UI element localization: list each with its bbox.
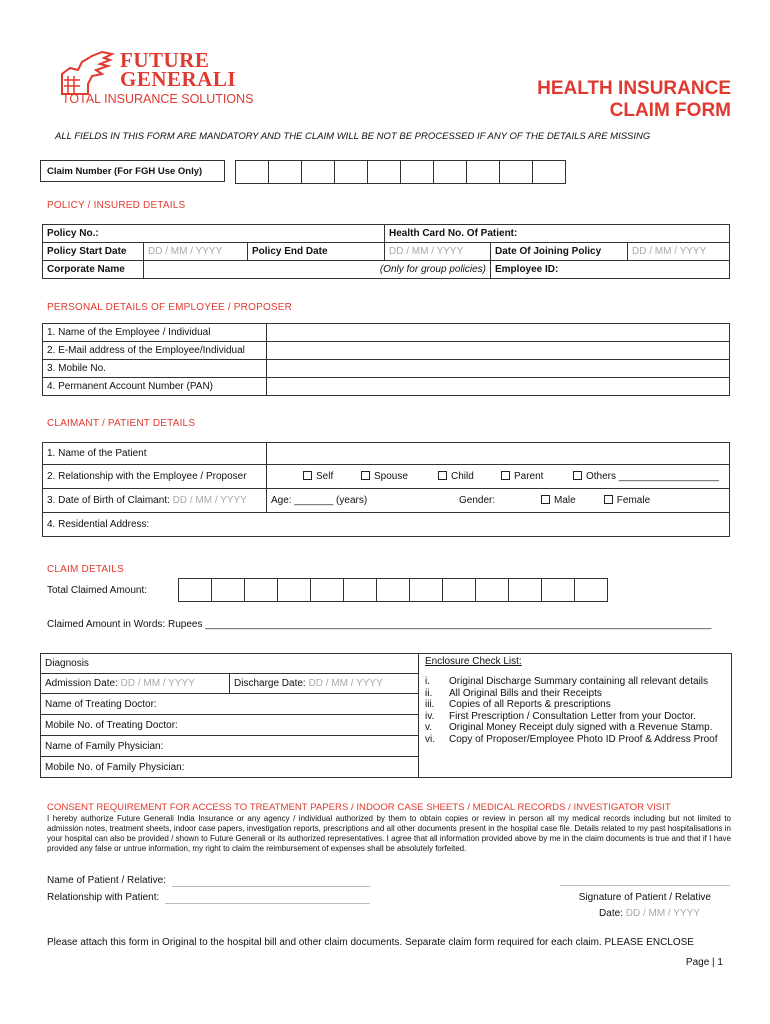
employee-mobile-input[interactable] [267,360,730,378]
consent-body: I hereby authorize Future Generali India Insurance or any agency / individual authorized by them to obtain copies or review in person all my medical records including but not limited to admission notes, treatment sheets, indoor case papers, investigation reports, prescriptions and all other documents present in the hospital case file. Details related to my past hospitalisations in your hospital can also be provided / shown to Future Generali or its authorized representatives. I agree that all information provided above by me in the claim documents is true and that if I have provided any false or untrue information, my right to claim the reimbursement of expenses shall be absolutely forfeited. [47,814,731,853]
diagnosis-label: Diagnosis [45,658,89,669]
relation-parent-option[interactable] [501,471,573,482]
enclosure-item [425,734,725,746]
admission-date-input[interactable]: DD / MM / YYYY [120,678,195,689]
signature-date-input[interactable]: DD / MM / YYYY [625,908,700,919]
employee-pan-label: 4. Permanent Account Number (PAN) [43,378,267,396]
relation-others-label: Others __________________ [586,471,719,482]
claim-section-title: CLAIM DETAILS [47,564,124,575]
enclosure-item [425,676,725,688]
employee-email-input[interactable] [267,342,730,360]
employee-pan-input[interactable] [267,378,730,396]
amount-digit-box[interactable] [244,578,277,602]
family-physician-mobile-field[interactable] [41,757,419,778]
treating-doctor-field[interactable] [41,694,419,715]
amount-digit-box[interactable] [211,578,244,602]
enclosure-item-number: iv. [425,710,435,722]
policy-end-label: Policy End Date [248,243,385,261]
enclosure-item-text: Copies of all Reports & prescriptions [449,699,611,710]
brand-name-line1: FUTURE [120,48,210,72]
enclosure-title: Enclosure Check List: [425,656,522,667]
relation-parent-label: Parent [514,471,544,482]
family-physician-mobile-label: Mobile No. of Family Physician: [45,761,185,773]
claim-number-box[interactable] [235,160,268,184]
claimant-table [42,442,730,537]
policy-no-cell[interactable] [43,225,385,243]
policy-section-title: POLICY / INSURED DETAILS [47,200,186,211]
admission-date-field[interactable] [41,674,230,694]
enclosure-item-number: v. [425,722,433,733]
relationship-with-patient-input[interactable] [165,902,370,904]
enclosure-item-number: ii. [425,687,433,699]
gender-male-option[interactable] [541,495,601,506]
amount-digit-box[interactable] [508,578,541,602]
amount-digit-box[interactable] [409,578,442,602]
amount-words-field[interactable]: Claimed Amount in Words: Rupees ___________________________________________________________________________________________ [47,619,712,630]
policy-end-date-input[interactable]: DD / MM / YYYY [385,243,491,261]
female-checkbox[interactable] [604,495,613,504]
relationship-label: 2. Relationship with the Employee / Proposer [43,465,267,489]
relation-child-option[interactable] [438,471,501,482]
amount-digit-box[interactable] [310,578,343,602]
relation-others-option[interactable] [573,471,719,482]
claim-number-box[interactable] [268,160,301,184]
treating-doctor-mobile-field[interactable] [41,715,419,736]
signature-line[interactable] [560,884,730,886]
policy-start-date-input[interactable]: DD / MM / YYYY [144,243,248,261]
enclosure-item [425,711,725,723]
family-physician-field[interactable] [41,736,419,757]
enclosure-item-number: vi. [425,733,435,745]
health-card-cell[interactable] [385,225,730,243]
page-number: Page | 1 [685,957,723,968]
enclosure-checklist [419,654,732,778]
treating-doctor-label: Name of Treating Doctor: [45,698,157,710]
dob-cell[interactable] [43,489,267,513]
patient-name-input[interactable] [267,443,730,465]
child-checkbox[interactable] [438,471,447,480]
relation-spouse-option[interactable] [361,471,438,482]
discharge-date-label: Discharge Date: [234,678,306,689]
patient-name-label: 1. Name of the Patient [43,443,267,465]
self-checkbox[interactable] [303,471,312,480]
dob-label: 3. Date of Birth of Claimant: [47,495,170,506]
corporate-name-label: Corporate Name [43,261,144,279]
signature-date-label: Date: [599,908,623,919]
claim-number-box[interactable] [367,160,400,184]
enclosure-item-text: Original Money Receipt duly signed with a Revenue Stamp. [449,722,713,733]
address-field[interactable] [43,513,730,537]
enclosure-item-number: iii. [425,699,435,710]
relation-child-label: Child [451,471,474,482]
claim-number-box[interactable] [301,160,334,184]
admission-date-label: Admission Date: [45,678,118,689]
employee-id-cell[interactable] [491,261,730,279]
others-checkbox[interactable] [573,471,582,480]
amount-digit-box[interactable] [475,578,508,602]
signature-date [599,908,700,919]
enclosure-item-number: i. [425,676,430,687]
signature-label: Signature of Patient / Relative [578,892,711,903]
claim-number-box[interactable] [400,160,433,184]
employee-email-label: 2. E-Mail address of the Employee/Individual [43,342,267,360]
employee-id-label: Employee ID: [495,264,559,275]
relation-spouse-label: Spouse [374,471,408,482]
corporate-name-input[interactable] [144,261,491,279]
enclosure-item-text: First Prescription / Consultation Letter from your Doctor. [449,710,696,722]
enclosure-item [425,722,725,734]
gender-male-label: Male [554,495,576,506]
enclosure-item [425,699,725,711]
claim-number-box[interactable] [499,160,532,184]
personal-section-title: PERSONAL DETAILS OF EMPLOYEE / PROPOSER [47,302,293,313]
relationship-with-patient-label: Relationship with Patient: [47,892,160,903]
amount-digit-box[interactable] [541,578,574,602]
discharge-date-field[interactable] [230,674,419,694]
claim-number-box[interactable] [466,160,499,184]
relation-self-label: Self [316,471,334,482]
form-title-line1: HEALTH INSURANCE [537,78,731,99]
male-checkbox[interactable] [541,495,550,504]
parent-checkbox[interactable] [501,471,510,480]
gender-label: Gender: [455,489,523,513]
address-label: 4. Residential Address: [47,519,150,530]
brand-name-line2: GENERALI [120,67,237,91]
family-physician-label: Name of Family Physician: [45,740,164,752]
enclosure-item [425,688,725,700]
relation-self-option[interactable] [303,471,361,482]
mandatory-notice: ALL FIELDS IN THIS FORM ARE MANDATORY AND THE CLAIM WILL BE NOT BE PROCESSED IF ANY OF THE DETAILS ARE MISSING [55,131,651,142]
claim-number-label: Claim Number (For FGH Use Only) [47,165,203,177]
amount-digit-box[interactable] [376,578,409,602]
employee-name-label: 1. Name of the Employee / Individual [43,324,267,342]
patient-relative-name-label: Name of Patient / Relative: [47,875,166,886]
policy-table [42,224,730,279]
brand-tagline: TOTAL INSURANCE SOLUTIONS [62,92,254,106]
policy-start-label: Policy Start Date [43,243,144,261]
diagnosis-field[interactable] [41,654,419,674]
enclosure-item-text: All Original Bills and their Receipts [449,687,602,699]
joining-date-input[interactable]: DD / MM / YYYY [628,243,730,261]
amount-digit-box[interactable] [178,578,211,602]
policy-no-label: Policy No.: [47,228,99,239]
gender-female-label: Female [616,495,651,506]
amount-digit-box[interactable] [277,578,310,602]
enclosure-list [425,676,725,745]
amount-digit-box[interactable] [442,578,475,602]
claim-number-box[interactable] [532,160,566,184]
dob-input[interactable]: DD / MM / YYYY [172,495,247,506]
personal-table [42,323,730,396]
amount-digit-box[interactable] [343,578,376,602]
employee-name-input[interactable] [267,324,730,342]
gender-female-option[interactable] [604,495,650,506]
total-claimed-boxes[interactable] [178,578,608,602]
spouse-checkbox[interactable] [361,471,370,480]
company-logo [58,48,254,110]
group-policy-note: (Only for group policies) [379,264,486,275]
age-field[interactable] [267,489,456,513]
joining-date-label: Date Of Joining Policy [491,243,628,261]
relationship-options [267,465,730,489]
claim-number-box[interactable] [433,160,466,184]
discharge-date-input[interactable]: DD / MM / YYYY [308,678,383,689]
consent-title: CONSENT REQUIREMENT FOR ACCESS TO TREATMENT PAPERS / INDOOR CASE SHEETS / MEDICAL RECORDS / INVESTIGATOR VISIT [47,802,671,813]
form-title-line2: CLAIM FORM [609,100,731,121]
treating-doctor-mobile-label: Mobile No. of Treating Doctor: [45,719,178,731]
lion-emblem-icon [58,50,118,98]
claim-number-boxes[interactable] [235,160,566,184]
medical-table [40,653,732,778]
age-label: Age: _______ (years) [271,495,368,506]
patient-relative-name-input[interactable] [172,885,370,887]
total-claimed-label: Total Claimed Amount: [47,585,148,596]
enclosure-item-text: Original Discharge Summary containing all relevant details [449,676,709,687]
enclosure-item-text: Copy of Proposer/Employee Photo ID Proof & Address Proof [449,733,718,745]
claim-number-label-box [40,160,225,182]
gender-options [523,489,730,513]
footer-note: Please attach this form in Original to the hospital bill and other claim documents. Separate claim form required for each claim. PLEASE ENCLOSE [47,937,694,948]
employee-mobile-label: 3. Mobile No. [43,360,267,378]
claim-number-box[interactable] [334,160,367,184]
health-card-label: Health Card No. Of Patient: [389,228,518,239]
amount-digit-box[interactable] [574,578,608,602]
claimant-section-title: CLAIMANT / PATIENT DETAILS [47,418,196,429]
